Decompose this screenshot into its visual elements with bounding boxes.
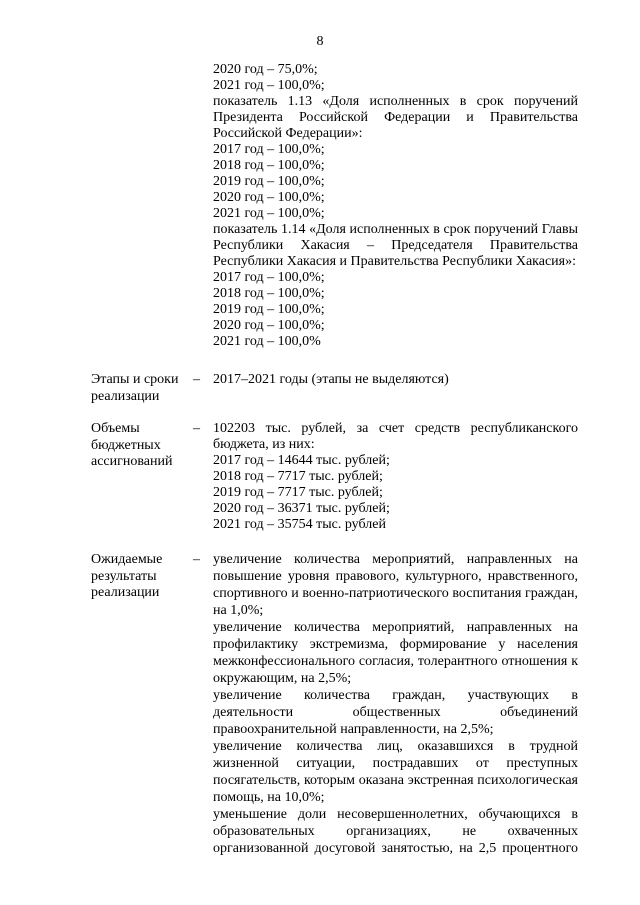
results-line: повышение уровня правового, культурного, нравственного, [213, 569, 578, 584]
results-line: правоохранительной направленности, на 2,5%; [213, 722, 494, 737]
budget-label-line: Объемы [91, 421, 140, 436]
budget-dash: – [193, 421, 200, 436]
top-line: показатель 1.13 «Доля исполненных в срок поручений [213, 94, 578, 109]
results-label-line: реализации [91, 585, 160, 600]
results-line: на 1,0%; [213, 603, 264, 618]
results-line: увеличение количества граждан, участвующих в [213, 688, 578, 703]
top-line: 2019 год – 100,0%; [213, 302, 325, 317]
stages-label-line: реализации [91, 388, 160, 404]
results-line: деятельности общественных объединений [213, 705, 578, 720]
results-line: профилактику экстремизма, формирование у населения [213, 637, 578, 652]
top-line: 2021 год – 100,0%; [213, 78, 325, 93]
results-line: увеличение количества лиц, оказавшихся в трудной [213, 739, 578, 754]
results-line: организованной досуговой занятостью, на 2,5 процентного [213, 841, 578, 856]
results-label-line: Ожидаемые [91, 552, 163, 567]
budget-line: 2019 год – 7717 тыс. рублей; [213, 485, 383, 500]
top-line: 2020 год – 100,0%; [213, 190, 325, 205]
results-line: увеличение количества мероприятий, направленных на [213, 620, 578, 635]
stages-line: 2017–2021 годы (этапы не выделяются) [213, 372, 449, 387]
results-line: уменьшение доли несовершеннолетних, обучающихся в [213, 807, 578, 822]
top-line: 2020 год – 100,0%; [213, 318, 325, 333]
results-line: помощь, на 10,0%; [213, 790, 325, 805]
results-label [91, 552, 191, 602]
top-line: 2021 год – 100,0% [213, 334, 321, 349]
results-line: межконфессионального согласия, толерантного отношения к [213, 654, 578, 669]
budget-line: 2017 год – 14644 тыс. рублей; [213, 453, 390, 468]
top-line: 2021 год – 100,0%; [213, 206, 325, 221]
page-number: 8 [316, 34, 324, 49]
budget-line: 2020 год – 36371 тыс. рублей; [213, 501, 390, 516]
budget-label-line: бюджетных [91, 437, 161, 453]
stages-dash: – [193, 372, 200, 387]
results-line: жизненной ситуации, пострадавших от преступных [213, 756, 578, 771]
stages-label-line: Этапы и сроки [91, 372, 179, 387]
budget-label-line: ассигнований [91, 454, 173, 469]
budget-line: бюджета, из них: [213, 437, 315, 452]
top-line: 2018 год – 100,0%; [213, 158, 325, 173]
top-line: Республики Хакасия – Председателя Правительства [213, 238, 578, 253]
results-line: образовательных организациях, не охваченных [213, 824, 578, 839]
results-label-line: результаты [91, 568, 157, 584]
results-dash: – [193, 552, 200, 567]
top-line: показатель 1.14 «Доля исполненных в срок поручений Главы [213, 222, 578, 237]
results-line: окружающим, на 2,5%; [213, 671, 352, 686]
top-line: 2018 год – 100,0%; [213, 286, 325, 301]
top-line: 2017 год – 100,0%; [213, 270, 325, 285]
budget-line: 102203 тыс. рублей, за счет средств республиканского [213, 421, 578, 436]
stages-label [91, 372, 191, 405]
top-line: Российской Федерации»: [213, 126, 363, 141]
top-line: 2017 год – 100,0%; [213, 142, 325, 157]
top-line: Президента Российской Федерации и Правительства [213, 110, 578, 125]
budget-label [91, 421, 191, 471]
budget-line: 2021 год – 35754 тыс. рублей [213, 517, 386, 532]
budget-line: 2018 год – 7717 тыс. рублей; [213, 469, 383, 484]
results-line: посягательств, которым оказана экстренная психологическая [213, 773, 578, 788]
top-line: 2020 год – 75,0%; [213, 62, 318, 77]
top-line: Республики Хакасия и Правительства Республики Хакасия»: [213, 254, 576, 269]
results-line: увеличение количества мероприятий, направленных на [213, 552, 578, 567]
top-line: 2019 год – 100,0%; [213, 174, 325, 189]
results-line: спортивного и военно-патриотического воспитания граждан, [213, 586, 578, 601]
